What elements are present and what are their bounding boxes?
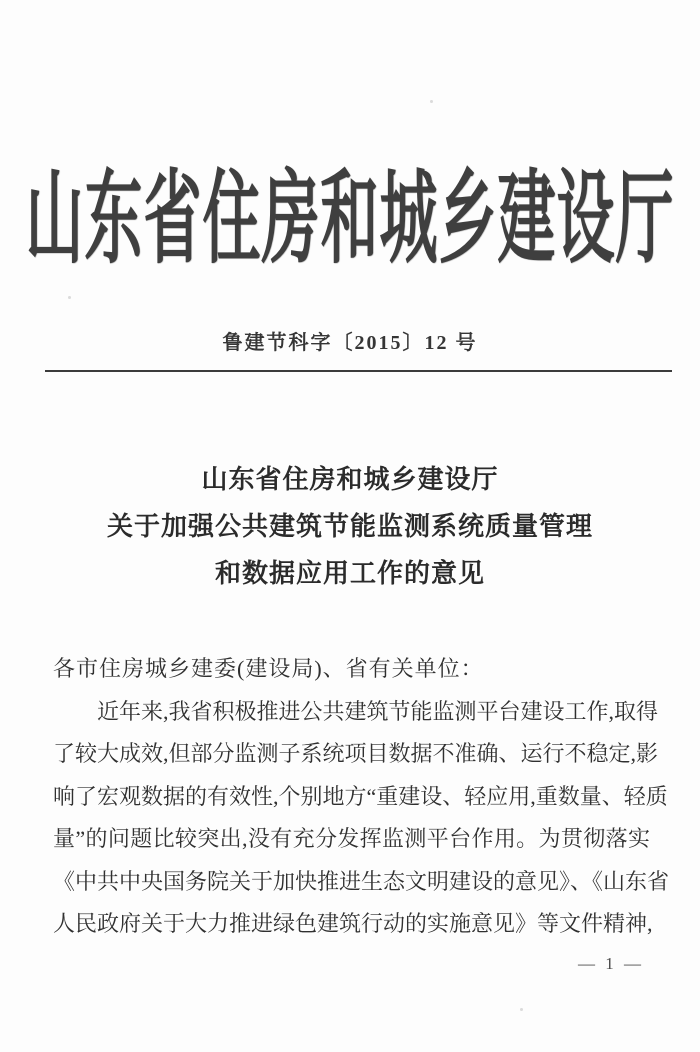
agency-letterhead-title: 山东省住房和城乡建设厅 [25, 162, 675, 276]
body-line-2: 了较大成效,但部分监测子系统项目数据不准确、运行不稳定,影 [53, 741, 659, 766]
scan-speckle [430, 100, 433, 103]
header-separator-rule [45, 370, 672, 372]
body-line-1: 近年来,我省积极推进公共建筑节能监测平台建设工作,取得 [97, 698, 659, 724]
body-line-6: 人民政府关于大力推进绿色建筑行动的实施意见》等文件精神, [53, 911, 653, 936]
salutation: 各市住房城乡建委(建设局)、省有关单位： [53, 656, 484, 681]
document-title [0, 456, 700, 597]
document-body [53, 648, 670, 946]
body-line-3: 响了宏观数据的有效性,个别地方“重建设、轻应用,重数量、轻质 [53, 783, 668, 809]
scan-speckle [520, 1008, 523, 1011]
scan-speckle [68, 296, 71, 299]
document-reference-number: 鲁建节科字〔2015〕12 号 [222, 332, 478, 354]
page-number: — 1 — [578, 954, 644, 973]
document-title-line-2: 关于加强公共建筑节能监测系统质量管理 [106, 512, 593, 541]
body-line-4: 量”的问题比较突出,没有充分发挥监测平台作用。为贯彻落实 [53, 826, 650, 851]
document-title-line-3: 和数据应用工作的意见 [214, 559, 485, 588]
body-line-5: 《中共中央国务院关于加快推进生态文明建设的意见》、《山东省 [53, 868, 670, 894]
document-title-line-1: 山东省住房和城乡建设厅 [201, 465, 499, 494]
